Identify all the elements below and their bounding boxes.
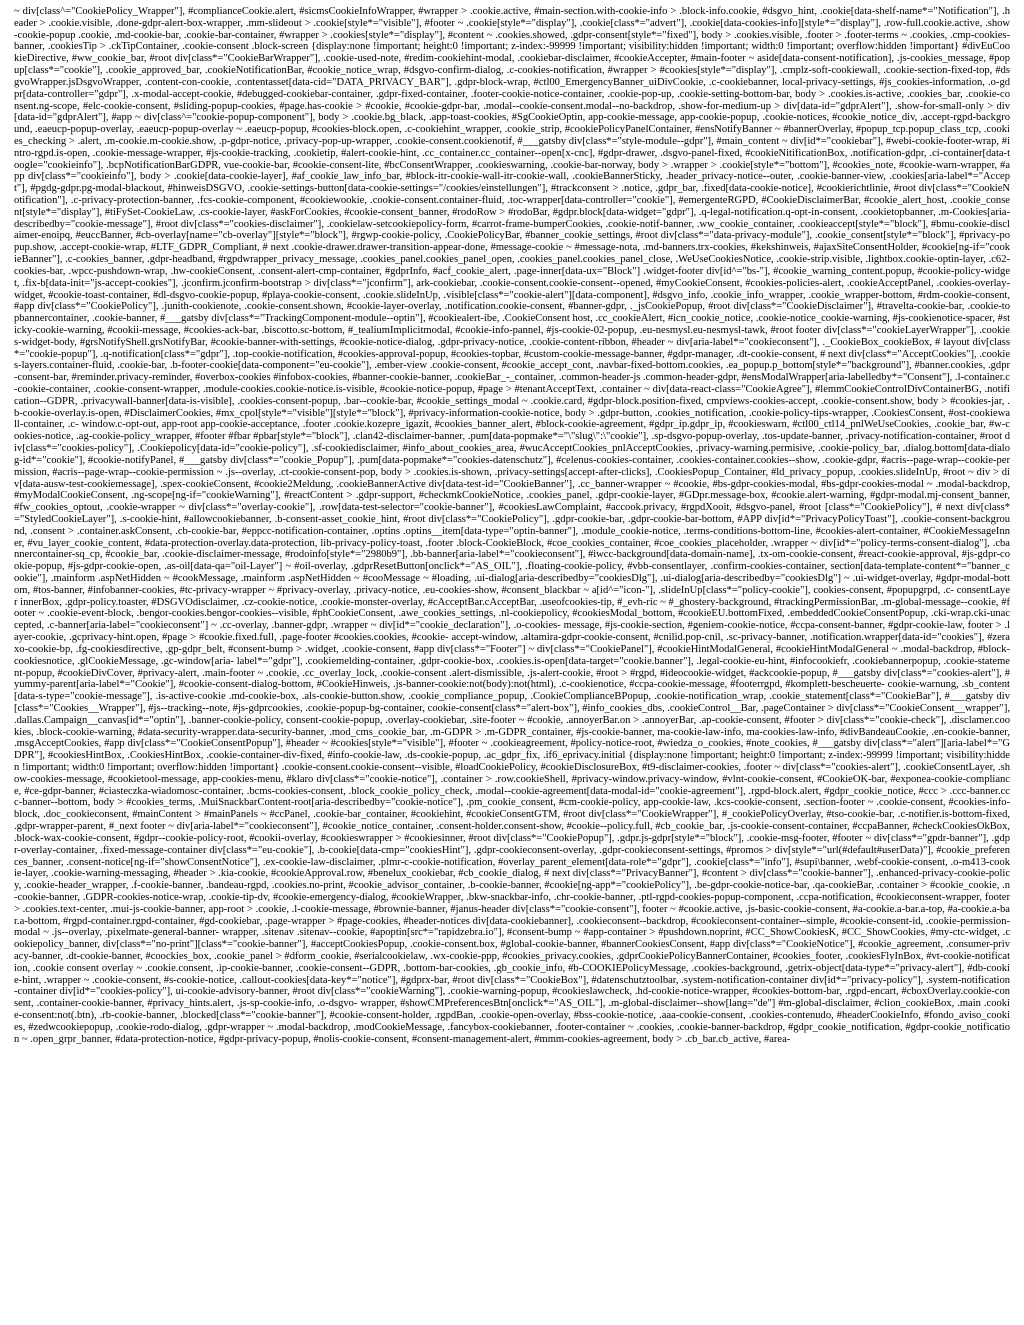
document-page bbox=[14, 6, 1010, 1316]
css-selector-paragraph: ~ div[class^="CookiePolicy_Wrapper"], #complianceCookie.alert, #sicmsCookieInfoWrapper, #wrapper > .cookie.active, #main-section.with-cookie-info > .block-info.cookie, #dsgvo_hint, .cookie[data-shelf-name*="Notification"], .header > .cookie.visible, .done-gdpr-alert-box-wrapper, .mm-slideout > .cookie[style*="visible"], #footer ~ .cookie[style*="display"], .cookie[class*="advert"], .cookie[data-cookies-info][style*="display"], .row-full.cookie.active, .show-cookie-popup .cookie, .md-cookie-bar, .cookie-bar-container, #wrapper > .cookies[style*="display"], #content ~ .cookies.showed, .gdpr-consent[style*="fixed"], body > .cookies.visible, .footer > .footer-terms ~ .cookies, .cmp-cookies-banner, .cookiesTip > .ckTipContainer, .cookie-consent .block-screen {display:none !important; height:0 !important; z-index:-99999 !important; visibility:hidden !important; width:0 !important; overflow:hidden !important} #divEuCookieDirective, #ww_cookie_bar, #root div[class*="CookieBarWrapper"], .cookie-used-note, #redim-cookiehint-modal, .cookiebar-disclaimer, #cookieAccepter, #main-footer ~ aside[data-consent-notification], .js-cookies_message, #popup[class*="cookie"], .cookie_approved_bar, .cookieNotificationBar, #cookie_notice_wrap, #dsgvo-confirm-dialog, .c-cookies-notification, #wrapper > #cookies[style*="display"], .cmplz-soft-cookiewall, .cookie-section-fixed-top, #dsgvoWrapper.jsDsgvoWrapper, .content-con-cookie, .contentasset[data-cid="DATA_PRIVACY_BAR"], .gdpr-block-wrap, #ctl00_EmergencyBanner_uiDivCookie, .c-cookiebanner, local-privacy-settings, #js_cookies-information, .o-gdpr[data-controller="gdpr"], .x-modal-accept-cookie, #debugged-cookiebar-container, .gdpr-fixed-container, .footer-cookie-notice-container, .cookie-pop-up, .cookie-setting-bottom-bar, body > .cookies.is-active, .cookies_bar, .cookie-consent.ng-scope, #elc-cookie-consent, #sliding-popup-cookies, #page.has-cookie > #cookie, #cookie-gdpr-bar, .modal--cookie-consent.modal--no-backdrop, .show-for-medium-up > div[data-id="gdprAlert"], .show-for-small-only > div[data-id="gdprAlert"], #app ~ div[class^="cookie-popup-component"], body > .cookie.bg_black, .app-toast-cookies, #SgCookieOptin, app-cookie-message, app-cookie-popup, .cookie-notices, #cookie_notice_div, .accept-rgpd-background, .eaeucp-popup-overlay, .eaeucp-popup-overlay ~ .eaeucp-popup, #cookies-block.open, .c-cookiehint_wrapper, .cookie_strip, #cookiePolicyPanelContainer, #ensNotifyBanner ~ #bannerOverlay, #popup_tcp.popup_class_tcp, .cookies_checking > .alert, .m-cookie.m-cookie.show, .p-gdpr-notice, .privacy-pop-up-wrapper, .cookie-consent.cookienotif, #___gatsby div[class*="style-module--gdpr"], #main_content ~ div[id*="cookiebar"], #webi-cookie-footer-wrap, #intro-rgpd.is-open, .cookie-message-wrapper, #js-cookie-tracking, .cookietip, #alert-cookie-hint, .cc_container.cc_container--open[x-cnc], #gdpr-drawer, .dsgvo-panel-fixed, #cookieNitificationBox, .notification-gdpr, .ci-container[data-toogle="cookieinfo"], .bcpNotificationBarGDPR, vue-cookie-bar, #cookie-consent-lite, #bcConsentWrapper, .cookieswarning, .cookie-bar-norway, body > .wrapper > .cookie[style*="bottom"], #cookies_note, #cookie-warn-wrapper, #app div[class*="cookieinfo"], body > .cookie[data-cookie-layer], #af_cookie_law_info_bar, #block-itr-cookie-wall-itr-cookie-wall, .cookieBannerSticky, .header_privacy-notice--outer, .cookie-banner-view, .cookies[aria-label*="Accept"], #pgdg-gdpr.pg-modal-blackout, #hinweisDSGVO, .cookie-settings-button[data-cookie-settings="/cookies/einstellungen"], #trackconsent > .notice, .gdpr_bar, .fixed[data-cookie-notice], #cookierichtlinie, #root div[class*="CookieNotification"], .c-privacy-protection-banner, .fcs-cookie-component, #cookiewookie, .cookie-consent.container-fluid, .toc-wrapper[data-controller="cookie"], #emergenteRGPD, #CookieDisclaimerBar, #cookie_alert_host, .cookie_consent[style*="display"], #tiFySet-CookieLaw, .cs-cookie-layer, #askForCookies, #cookie-consent_banner, #rodoRow > #rodoBar, #gdpr.block[data-widget="gdpr"], .q-legal-notification.q-opt-in-consent, .cookietopbanner, .m-Cookies[aria-describedby="cookie-message"], #root div[class*="cookies-disclaimer"], .cookielaw-setcookiepolicy-form, #carrot-frame-bumperCookies, .cookie-notif-banner, .ww_cookie_container, .cookieaccept[style*="block"], #bmu-cookie-disclaimer-enoipq, #euccBanner, #cb-overlay[name="cb-overlay"][style*="block"], #rgwp-cookie-policy, .CookiePolicyBar, #banner_cookie_settings, #root div[class*="data-privacy-module"], .cookie_consent[style*="block"], #privacy-popup.show, .accept-cookie-wrap, #LTF_GDPR_Compliant, # next .cookie-drawer.drawer-transition-appear-done, #message-cookie ~ #message-nota, .md-banners.trx-cookies, #kekshinweis, #ajaxSiteConsentHolder, #cookie[ng-if="cookieBanner"], .c-cookies_banner, .gdpr-headband, #rgpdwrapper_privacy_message, .cookies_panel.cookies_panel_open, .cookies_panel.cookies_panel_close, .WeUseCookiesNotice, .cookie-strip.visible, .lightbox.cookie-optin-layer, .c62-cookies-bar, .wpcc-pushdown-wrap, .hw-cookieConsent, .consent-alert-cmp-container, #gdprInfo, #acf_cookie_alert, .page-inner[data-ux="Block"] .widget-footer div[id^="bs-"], #cookie_warning_content.popup, #cookie-policy-widget, .fix-b[data-init="js-accept-cookies"], .jconfirm.jconfirm-bootstrap > div[class*="jconfirm"], ark-cookiebar, .cookie-consent.cookie-consent--opened, #myCookieConsent, #cookies-policies-alert, .cookieAcceptPanel, .cookies-overlay-widget, #cookie-toast-container, #dl-dsgvo-cookie-popup, #playa-cookie-consent, .cookie.slideInUp, .visible[class*="cookie-alert"][data-component], #dsgvo_info, .cookie_info_wrapper, .cookie_wrapper-bottom, #rdm-cookie-consent, #app div[class*="CookiePolicy"], .junith-cookienote, .cookie-consent.shown, #cookie-layer-overlay, .notification.cookie-consent, #banner-gdpr, ._jsCookiePopup, #root div[class*="CookieDisclaimer"], #travelta-cookie-bar, .cookie-topbannercontainer, .cookie-banner, #___gatsby div[class*="TrackingComponent-module--optin"], #cookiealert-ibe, .CookieConsent host, .cc_cookieAlert, #icn_cookie_notice, .cookie-notice_cookie-warning, #js-cookienotice-spacer, #sticky-cookie-warning, #cookii-message, #cookies-ack-bar, .biscotto.sc-bottom, #_tealiumImplicitmodal, #cookie-info-pannel, #js-cookie-02-popup, .eu-nesmysl.eu-nesmysl-tawk, #root footer div[class*="cookieLayerWrapper"], .cookies-widget-body, #grsNotifyShell.grsNotifyBar, #cookie-banner-with-settings, #cookie-notice-dialog, .gdpr-privacy-notice, .cookie-content-ribbon, #header ~ div[aria-label*="cookieconsent"], ._CookieBox_cookieBox, # layout div[class*="cookie-popup"], .q-notification[class*="gdpr"], .top-cookie-notification, #cookies-approval-popup, #cookies-topbar, #custom-cookie-message-banner, #gdpr-manager, .dt-cookie-consent, # next div[class*="AcceptCookies"], .cookies-layers.container-fluid, .cookie-bar, .b-footer-cookie[data-component="eu-cookie"], .ember-view .cookie-consent, #cookie_accept_cont, .navbar-fixed-bottom.cookies, .ea_popup.p_bottom[style*="background"], #banner.cookies, .gdpr-consent-bar, #reminder.privacy-reminder, #overbox-cookies #infobox-cookies, #banner-cookie-banner, .cookieBar_-_container, .common-header-js .common-header-gdpr, #ensModalWrapper[aria-labelledby*="Consent"], .l-container.c-cookie-container, .cookie-consent-wrapper, .module-cookies.cookie-notice.is-visible, #cookie-notice-popup, #page > #tenantAcceptText, .container ~ div[data-react-class="CookieAgree"], #lemmCookieControlDivContainerBG, .notification--GDPR, .privacywall-banner[data-is-visible], .cookies-consent-popup, .bar--cookie-bar, #cookie_settings_modal ~ .cookie.card, #gdpr-block.position-fixed, cmpviews-cookies-accept, .cookie-consent.show, body > #cookies-jar, .b-cookie-overlay.is-open, #DisclaimerCookies, #mx_cpol[style*="visible"][style*="block"], #privacy-information-cookie-notice, body > .gdpr-button, .cookies_notification, .cookie-policy-tips-wrapper, .CookiesConsent, #ost-cookiewall-container, .c- window.c-opt-out, app-root app-cookie-acceptance, .footer .cookie.kozepre_igazit, #cookies_banner_alert, #block-cookie-agreement, #gdpr_ip.gdpr_ip, #cookieswarn, #ctl00_ctl14_pnlWeUseCookies, .cookie_bar, #w-cookies-notice, .ag-cookie-policy_wrapper, #footer #fbar #pbar[style*="block"], .clan42-disclaimer-banner, .pum[data-popmake*="\"slug\":\"cookie"], .sp-dsgvo-popup-overlay, .tos-update-banner, .privacy-notification-container, #root div[class*="cookies-policy"], .Cookiepolicy[data-id="cookie-policy"], .sf-cookiedisclaimer, #info_about_cookies_area, #wucAcceptCookies_pnlAcceptCookies, .privacy-warning.permisive, .cookie-policy_bar, .dialog.bottom[data-dialog-id*="cookie"], #cookie-notifyPanel, #___gatsby div[class*="cookie_Popup"], .pum[data-popmake*="cookies-datenschutz"], #celenus-cookies-container, .cookies-container.cookies--show, .cookie-gdpr, #acris--page-wrap--cookie-permission, #acris--page-wrap--cookie-permission ~ .js--overlay, .ct-cookie-consent-pop, body > .cookies.is-shown, .privacy-settings[accept-after-clicks], .CookiesPopup_Container, #ld_privacy_popup, .cookies.slideInUp, #root ~ div > div[data-ausw-test-cookiemessage], .spex-cookieConsent, #cookie2Meldung, .cookieBannerActive div[data-test-id="CookieBanner"], .cc_banner-wrapper ~ #cookie, #bs-gdpr-cookies-modal, #bs-gdpr-cookies-modal ~ .modal-backdrop, #myModalCookieConsent, .ng-scope[ng-if="cookieWarning"], #reactContent > .gdpr-support, #checkmkCookieNotice, .cookies_panel, .gdpr-cookie-layer, #GDpr.message-box, #cookie.alert-warning, #gdpr-modal.mj-consent_banner, #fw_cookies_optout, .cookie-wrapper ~ div[class*="overlay-cookie"], .row[data-test-selector="cookie-banner"], #cookiesLawComplaint, #accook.privacy, #rgpdXooit, #dsgvo-panel, #root [class*="CookiePolicy"], # next div[class*="StyledCookieLayer"], .s-cookie-hint, #allowcookiebanner, .b-consent-asset_cookie_hint, #root div[class*="CookiePolicy"], .gdpr-cookie-bar, .gdpr-cookie-bar-bottom, #APP div[id*="PrivacyPolicyToast"], .cookie-consent-background, .consent > .container.askConsent, .cb-cookie-bar, #eppcc-notification-container, .optins .optins__item[data-type="optin-banner"], .module_cookie-notice, .terms-conditions-bottom-line, #cookies-alert-container, #CookieMessageInner, #vu_layer_cookie_content, #data-protection-overlay.data-protection, lib-privacy-policy-toast, .footer .block-CookieBlock, #coe_cookies_container, #coe_cookies_placeholder, .wrapper ~ div[id*="policy-terms-consent-dialog"], .cbannercontainer-sq_cp, #cookie_bar, .cookie-disclaimer-message, #rodoinfo[style*="2980b9"], .bb-banner[aria-label*="cookieconsent"], #iwcc-background[data-domain-name], .tx-om-cookie-consent, #react-cookie-approval, #js-gdpr-cookie-popup, #js-gdpr-cookie-open, .as-oil[data-qa="oil-Layer"] ~ #oil-overlay, .gdprResetButton[onclick*="AS_OIL"], .floating-cookie-policy, #vbb-consentlayer, .confirm-cookies-container, section[data-template-content*="banner_cookie"], .mainform .aspNetHidden ~ #cookMessage, .mainform .aspNetHidden ~ #cooMessage ~ #loading, .ui-dialog[aria-describedby="cookiesDlg"], .ui-dialog[aria-describedby="cookiesDlg"] ~ .ui-widget-overlay, #gdpr-modal-bottom, #tos-banner, #infobanner-cookies, #tc-privacy-wrapper ~ #privacy-overlay, .privacy-notice, .eu-cookies-show, #consent_blackbar ~ a[id^="icon-"], .slideInUp[class*="policy-cookie"], cookies-consent, #popupgrpd, .c- consentLayer innerBox, .gdpr-policy.toaster, #DSGVOdisclaimer, .cz-cookie-notice, .cookie-monster-overlay, #cAcceptBar.cAcceptBar, .useofcookies-tip, #_evh-ric ~ #_ghostery-background, #trackingPermissionBar, .m-global-message--cookie, #footer ~ .cookie-event-block, .bengor-cookies.bengor-cookies--visible, #phCookieConsent, .awe_cookies_settings, .nl-cookiepolicy, #cookiesModal_bottom, #cookieEU.bottomFixed, .embeddedCookieConsentPopup, .cki-wrap.cki-unaccepted, .c-banner[aria-label="cookieconsent"] ~ .cc-overlay, .banner-gdpr, .wrapper ~ div[id*="cookie_declaration"], .o-cookies- message, #js-cookie-section, #geniem-cookie-notice, #ccpa-consent-banner, #gdpr-cookie-law, footer > .layer-cookie, .gcprivacy-hint.open, #page > #cookie.fixed.full, .page-footer #cookies.cookies, #cookie- accept-window, .altamira-gdpr-cookie-consent, #cnilid.pop-cnil, .sc-privacy-banner, .notification.wrapper[data-id="cookies"], #zeraxo-cookie-bp, .fg-cookiesdirective, .gp-gdpr_belt, #consent-bump > .widget, .cookie-consent, #app div[class*="Footer"] ~ div[class*="CookiePanel"], #cookieHintModalGeneral, #cookieHintModalGeneral ~ .modal-backdrop, #block-cookiesnotice, .glCookieMessage, .gc-window[aria- label*="gdpr"], .cookiemelding-container, .gdpr-cookie-box, .cookies.is-open[data-target="cookie.banner"], .legal-cookie-eu-hint, #infocookiefr, .cookiebannerpopup, .cookie-statement-popup, #cookieDivCover, #privacy-alert, .main-footer ~ .cookie, .cc_overlay_lock, .cookie-consent .alert-dismissible, .js-alert-cookie, #root > #rgpd, #ideocookie-widget, #ackcookie-popup, #___gatsby div[class*="cookies-alert"], #yummy-parent[aria-label*="Cookie"], #cookie-consent-dialog-bottom, #CookieHinweis, .js-banner-cookie:not(body):not(html), .c-cookienotice, #ccpa-cookie-message, #footerrgpd, #komplett-bescheuerte- cookie-warnung, .sb_content[data-s-type="cookie-message"], .is-active-cookie .md-cookie-box, .als-cookie-button.show, .cookie_compliance_popup, .CookieComplianceBPopup, .cookie-notification_wrap, .cookie_statement[class*="CookieBar"], #___gatsby div[class*="Cookies__Wrapper"], #js--tracking--note, #js-gdprcookies, .cookie-popup-bg-container, cookie-consent[class*="alert-box"], #info_cookies_dbs, .cookieControl__Bar, .pageContainer > div[class*="CookieConsent__wrapper"], .dallas.Campaign__canvas[id*="optin"], .banner-cookie-policy, consent-cookie-popup, .overlay-cookiebar, .site-footer ~ #cookie, .annoyerBar.on > .annoyerBar, .ap-cookie-consent, #footer > div[class*="cookie-check"], .disclamer.cookies, .block-cookie-warning, #data-security-wrapper.data-security-banner, .mod_cms_cookie_bar, .m-GDPR > .m-GDPR_container, #js-cookie-banner, ma-cookie-law-info, ma-cookies-law-info, #divBandeauCookie, .en-cookie-banner, .msgAcceptCookies, #app div[class*="CookieConsentPopup"], #header ~ #cookies[style*="visible"], #footer ~ .cookieagreement, #policy-notice-root, #wiedza_o_cookies, #note_cookies, #___gatsby div[class*="alert"][aria-label*="GDPR"], #cookiesHintBox, .CookiesHintBox, .cookie-container-div-fixed, #info-cookie-law, .ds-cookie-popup, .ac_gdpr_fix, .if6_eprivacy.initial {display:none !important; height:0 !important; z-index:-99999 !important; visibility:hidden !important; width:0 !important; overflow:hidden !important} .cookie-consent.cookie-consent--visible, #loadCookiePolicy, #cookieDisclosureBox, #t9-disclaimer-cookies, .footer ~ div[class*="cookies-alert"], .cookieConsentLayer, .show-cookies-message, #cookietool-message, app-cookies-menu, #klaro div[class*="cookie-notice"], .container > .row.cookieShell, #privacy-window.privacy-window, #vlnt-cookie-consent, #CookieOK-bar, #exponea-cookie-compliance, #ce-gdpr-banner, #ciasteczka-wiadomosc-container, .bcms-cookies-consent, .block_cookie_policy_check, .modal--cookie-agreement[data-modal-id="cookie-agreement"], .rgpd-block.alert, #gdpr_cookie_notice, #ccc > .ccc-banner.ccc-banner--bottom, body > #cookies_terms, .MuiSnackbarContent-root[aria-describedby="cookie-notice"], .pm_cookie_consent, #cm-cookie-policy, app-cookie-law, .kcs-cookie-consent, .section-footer ~ .cookie-consent, #cookies-info-block, .doc_cookieconsent, #mainContent > #mainPanels ~ #ccPanel, .cookie-bar_container, #cookiehint, #cookieConsentGTM, #root div[class*="CookieWrapper"], #_cookiePolicyOverlay, #tso-cookie-bar, .c-notifier.is-bottom-fixed, .gdpr-wrapper-parent, #_next footer ~ div[aria-label*="cookieconsent"], #cookie_notice_container, .consent-holder.consent-show, #cookie--policy.full, #cb_cookie_bar, .js-cookie-consent-container, #ccpaBanner, #checkCookiesOkBox, .block-wax-cookie-consent, #gdpr--cookie-policy-root, #cookii-overlay, #cookieswrapper > #cookiesinner, #root div[class*="CookiePopup"], .gdpr.js-gdpr[style*="block"], .cookie-msg-footer, #footer ~ div[class*="gpdr-banner"], .gdpr-overlay-container, .fixed-message-container div[class*="eu-cookie"], .b-cookie[data-cmp="cookiesHint"], .gdpr-cookieconsent-overlay, .gdpr-cookieconsent-settings, #promos > div[style*="url(#default#userData)"], #cookie_preferences_banner, .consent-notice[ng-if="showConsentNotice"], .ex-cookie-law-disclaimer, .plmr-c-cookie-notification, #overlay_parent_element[data-role*="gdpr"], .cookie[class*="info"], #supi\banner, .webf-cookie-consent, .o-m413-cookie-layer, .cookie-warning-messaging, #header > .kia-cookie, #cookieApproval.row, #benelux_cookiebar, #cb_cookie_dialog, # next div[class*="PrivacyBanner"], #content > div[class*="cookie-banner"], .enhanced-privacy-cookie-policy, .cookie-header_wrapper, .f-cookie-banner, .bandeau-rgpd, .cookies.no-print, #cookie_advisor_container, .b-cookie-banner, #cookie[ng-app*="cookiePolicy"], .be-gdpr-cookie-notice-bar, .qa-cookieBar, .container > #cookie_cookie, .n-cookie-banner, .GDPR-cookies-notice-wrap, .cookie-tip-dv, #cookie-emergency-dialog, #cookieWrapper, .bkw-snackbar-info, .chr-cookie-banner, .ptl-rgpd-cookies-popup-component, .ccpa-notification, #cookieconsent-wrapper, footer > .cookies.text-center, .mui-js-cookie-banner, app-root > .cookie, .l-cookie-message, #brownie-banner, #janus-header div[class*="cookie-consent"], footer ~ #cookie.active, .js-basic-cookie-consent, #a-cookie.a-bar.a-top, #a-cookie.a-bar.a-bottom, #rgpd-container.rgpd-container, #gd-cookiebar, .page-wrapper > #page-cookies, #header-notices div[data-cookiebanner], .cookieconsent--backdrop, #cookieconsent-container--simple, #cookie-consent-id, .cookie-permission-modal ~ .js--overlay, .pixelmate-general-banner- wrapper, .sitenav .sitenav--cookie, #apoptin[src*="rapidzebra.io"], #consent-bump ~ #app-container > #pushdown.noprint, #CC_ShowCookiesK, #CC_ShowCookies, #my-ctc-widget, .cookiepolicy_banner, div[class*="no-print"][class*="cookie-banner"], #acceptCookiesPopup, .cookie-consent.box, #global-cookie-banner, #bannerCookiesConsent, #app div[class*="CookieNotice"], #cookie_agreement, .consumer-privacy-banner, .dt-cookie-banner, #coockies_box, .cookie_panel > #dform_cookie, #serialcookielaw, .wx-cookie-ppp, #cookies_privacy.cookies, .gdprCookiePolicyBannerContainer, #cookies_footer, .cookiesFlyInBox, #vt-cookie-notification, .cookie consent overlay ~ .cookie.consent, .ip-cookie-banner, .cookie-consent--GDPR, .bottom-bar-cookies, .gb_cookie_info, #b-COOKIEPolicyMessage, .cookies-background, .getrix-object[data-type*="privacy-alert"], #db-cookie-hint, .wrapper ~ .cookie-consent, #s-cookie-notice, .callout-cookies[data-key*="notice"], #gdprx-bar, #root div[class*="CookieBox"], #datenschutztoolbar, .system-notification-container div[id*="privacy-policy"], .system-notification-container div[id*="cookies-policy"], ui-cookie-advisory-banner, #root div[class*="cookieWarning"], .cookie-warning-popup, #cookieslawcheck, .hd-cookie-notice-wrapper, #cookies-bottom-bar, .rgpd-encart, #cboxOverlay.cookie-consent, .container-cookie-banner, #privacy_hints.alert, .js-sp-cookie-info, .o-dsgvo- wrapper, #showCMPreferencesBtn[onclick*="AS_OIL"], .m-global-disclaimer--show[lang="de"] #m-global-disclaimer, #clion_cookieBox, .main .cookie-consent:not(.btn), .rb-cookie-banner, .blocked[class*="cookie-banner"], #cookie-consent-holder, .rgpdBan, .cookie-open-overlay, #bss-cookie-notice, .aaa-cookie-consent, .cookies-contenudo, #headerCookieInfo, #fondo_aviso_cookies, #zedwcookiepopup, .cookie-rodo-dialog, .gdpr-wrapper ~ .modal-backdrop, .modCookieMessage, .fancybox-cookiebanner, .footer-container ~ .cookies, .cookie-banner-backdrop, #gdpr_cookie_notification, #gdpr-cookie_notification ~ .open_grpr_banner, #data-protection-notice, #gdpr-privacy-popup, #nolis-cookie-consent, #consent-management-alert, #mmm-cookies-agreement, body > .cb_bar.cb_active, #area- bbox=[14, 6, 1010, 1045]
